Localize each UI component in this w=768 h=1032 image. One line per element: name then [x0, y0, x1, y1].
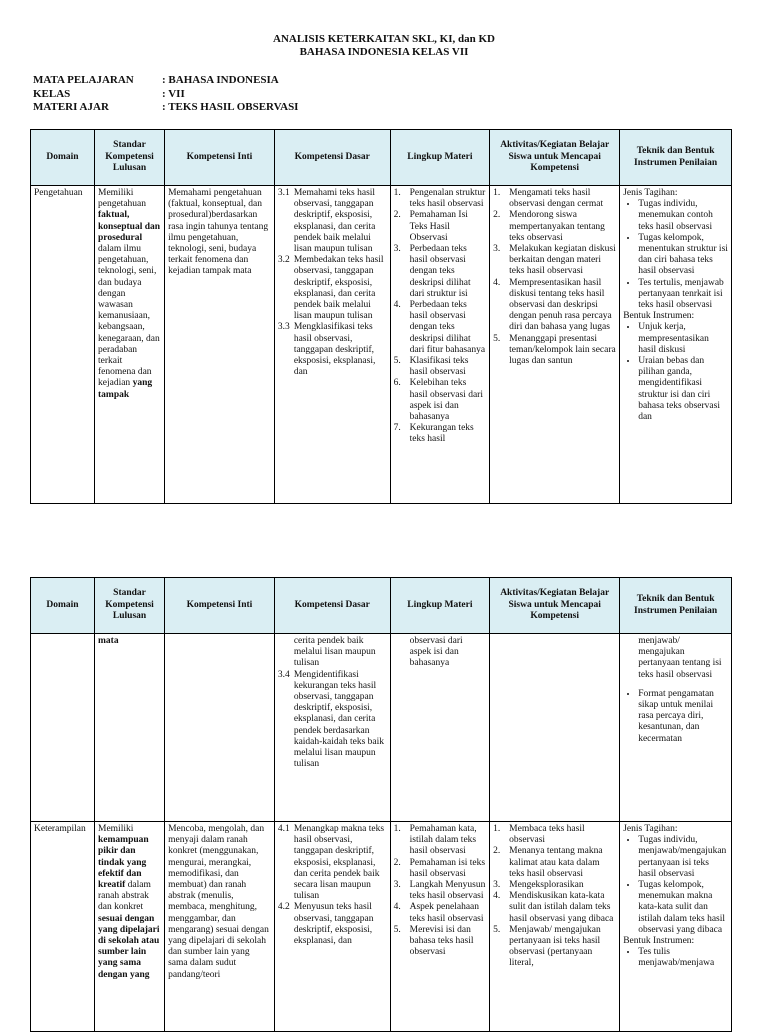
- item-number: 4.: [493, 277, 501, 288]
- analysis-table-page-2: [30, 577, 732, 1032]
- list-item: [394, 188, 487, 210]
- item-number: 3.: [493, 880, 501, 891]
- item-text: Perbedaan teks hasil observasi dengan teks deskripsi dilihat dari struktur isi: [409, 244, 471, 299]
- cell-kd: [274, 634, 390, 822]
- list-item: [278, 902, 387, 947]
- meta-value: : TEKS HASIL OBSERVASI: [162, 101, 299, 113]
- kd-continuation: cerita pendek baik melalui lisan maupun tulisan: [293, 636, 376, 669]
- col-skl: Standar Kompetensi Lulusan: [95, 130, 165, 186]
- item-number: 7.: [393, 423, 401, 434]
- cell-skl: Memiliki pengetahuan faktual, konseptual dan prosedural dalam ilmu pengetahuan, teknologi, seni, dan budaya dengan wawasan kemanusiaan, kebangsaan, kenegaraan, dan peradaban terkait fenomena dan kejadian yang tampak: [95, 186, 165, 504]
- item-number: 5.: [393, 356, 401, 367]
- bullet-item: • Tes tertulis, menjawab pertanyaan tenrkait isi teks hasil observasi: [638, 278, 728, 312]
- meta-value: : BAHASA INDONESIA: [162, 74, 279, 86]
- cell-ki: Mencoba, mengolah, dan menyaji dalam ranah konkret (menggunakan, mengurai, merangkai, memodifikasi, dan membuat) dan ranah abstrak (menulis, membaca, menghitung, menggambar, dan mengarang) sesuai dengan yang dipelajari di sekolah dan sumber lain yang sama dalam sudut pandang/teori: [165, 822, 275, 1032]
- item-text: Aspek penelahaan teks hasil observasi: [409, 902, 484, 924]
- col-lingkup: Lingkup Materi: [390, 578, 490, 634]
- item-text: Mengeksplorasikan: [509, 880, 584, 891]
- list-item: [394, 858, 487, 880]
- bullet-item: • Uraian bebas dan pilihan ganda, mengidentifikasi struktur isi dan ciri bahasa teks observasi dan: [638, 356, 728, 423]
- bullet-item: • Tes tulis menjawab/menjawa: [638, 947, 728, 969]
- item-number: 4.2: [277, 902, 290, 913]
- document-title: ANALISIS KETERKAITAN SKL, KI, dan KD: [273, 33, 495, 45]
- list-item: [278, 322, 387, 378]
- item-text: Mendiskusikan kata-kata sulit dan istilah dalam teks hasil observasi yang dibaca: [509, 891, 614, 924]
- item-number: 1.: [493, 824, 501, 834]
- item-number: 3.: [393, 244, 401, 255]
- col-lingkup: Lingkup Materi: [390, 130, 490, 186]
- cell-ki: [165, 634, 275, 822]
- item-text: Pemahaman Isi Teks Hasil Observasi: [409, 210, 468, 243]
- item-text: Menangkap makna teks hasil observasi, tanggapan deskriptif, eksposisi, eksplanasi, dan cerita pendek baik secara lisan maupun tulisan: [293, 824, 385, 902]
- item-text: Perbedaan teks hasil observasi dengan teks deskripsi dilihat dari fitur bahasanya: [409, 300, 486, 355]
- item-text: Kekurangan teks teks hasil: [409, 423, 474, 445]
- cell-domain: [31, 634, 95, 822]
- item-number: 3.: [393, 880, 401, 891]
- list-item: [394, 210, 487, 244]
- item-number: 5.: [493, 333, 501, 344]
- cell-teknik: [620, 634, 732, 822]
- cell-lingkup: [390, 634, 490, 822]
- item-text: Mempresentasikan hasil diskusi tentang teks hasil observasi dan deskripsi dengan penuh rasa percaya diri dan bahasa yang lugas: [509, 277, 612, 333]
- cell-aktivitas: [490, 822, 620, 1032]
- table-header-row: [31, 578, 732, 634]
- col-teknik: Teknik dan Bentuk Instrumen Penilaian: [620, 130, 732, 186]
- col-domain: Domain: [31, 130, 95, 186]
- jenis-tagihan-label: Jenis Tagihan:: [623, 188, 678, 198]
- item-text: Klasifikasi teks hasil observasi: [409, 356, 469, 378]
- col-aktivitas: Aktivitas/Kegiatan Belajar Siswa untuk Mencapai Kompetensi: [490, 130, 620, 186]
- bullet-item: • Unjuk kerja, mempresentasikan hasil diskusi: [638, 322, 728, 356]
- item-text: Mengklasifikasi teks hasil observasi, tanggapan deskriptif, eksposisi, eksplanasi, dan: [293, 322, 376, 378]
- list-item: [394, 925, 487, 959]
- meta-subject: [33, 74, 279, 86]
- bullet-item: • Tugas individu, menemukan contoh teks hasil observasi: [638, 199, 728, 233]
- item-text: Merevisi isi dan bahasa teks hasil observasi: [409, 924, 474, 958]
- list-item: [394, 300, 487, 356]
- list-item: [493, 334, 616, 368]
- item-number: 1.: [393, 824, 401, 834]
- item-number: 4.: [393, 902, 401, 913]
- item-number: 2.: [393, 857, 401, 868]
- cell-kd: [274, 822, 390, 1032]
- item-text: Menanya tentang makna kalimat atau kata dalam teks hasil observasi: [509, 846, 603, 879]
- item-number: 5.: [493, 924, 501, 935]
- item-text: Menyusun teks hasil observasi, tanggapan deskriptif, eksposisi, eksplanasi, dan: [293, 902, 374, 947]
- meta-label: MATA PELAJARAN: [33, 74, 134, 86]
- item-text: Membedakan teks hasil observasi, tanggapan deskriptif, eksposisi, eksplanasi, dan cerita pendek baik melalui lisan maupun tulisan: [293, 255, 384, 322]
- bullet-item: • Format pengamatan sikap untuk menilai rasa percaya diri, kesantunan, dan kecermatan: [638, 689, 728, 745]
- cell-teknik: [620, 186, 732, 504]
- item-number: 2.: [493, 846, 501, 857]
- item-number: 3.: [493, 244, 501, 255]
- list-item: [394, 244, 487, 300]
- cell-ki: Memahami pengetahuan (faktual, konseptual, dan prosedural)berdasarkan rasa ingin tahunya tentang ilmu pengetahuan, teknologi, seni, budaya terkait fenomena dan kejadian tampak mata: [165, 186, 275, 504]
- jenis-tagihan-label: Jenis Tagihan:: [623, 824, 678, 834]
- list-item: [278, 670, 387, 771]
- item-text: Kelebihan teks hasil observasi dari aspek isi dan bahasanya: [409, 378, 483, 423]
- item-text: Membaca teks hasil observasi: [509, 824, 585, 846]
- analysis-table-page-1: [30, 129, 732, 504]
- meta-material: [33, 101, 298, 113]
- list-item: [493, 880, 616, 891]
- item-text: Menjawab/ mengajukan pertanyaan isi teks hasil observasi (pertanyaan literal,: [509, 924, 601, 969]
- item-text: Memahami teks hasil observasi, tanggapan deskriptif, eksposisi, eksplanasi, dan cerita pendek baik melalui lisan maupun tulisan: [293, 188, 376, 255]
- item-text: Pemahaman kata, istilah dalam teks hasil observasi: [409, 824, 477, 857]
- bullet-item: • Tugas kelompok, menentukan struktur isi dan ciri bahasa teks hasil observasi: [638, 233, 728, 278]
- list-item: [493, 210, 616, 244]
- table-row: [31, 634, 732, 822]
- cell-lingkup: [390, 822, 490, 1032]
- list-item: [493, 846, 616, 880]
- document-subtitle: BAHASA INDONESIA KELAS VII: [299, 46, 469, 58]
- item-number: 2.: [493, 210, 501, 221]
- list-item: [493, 188, 616, 210]
- item-number: 4.: [393, 300, 401, 311]
- col-ki: Kompetensi Inti: [165, 578, 275, 634]
- list-item: [278, 188, 387, 255]
- item-text: Langkah Menyusun teks hasil observasi: [409, 880, 486, 902]
- list-item: [493, 824, 616, 846]
- item-number: 3.3: [277, 322, 290, 333]
- bentuk-instrumen-label: Bentuk Instrumen:: [623, 311, 695, 322]
- item-number: 4.: [493, 891, 501, 902]
- item-text: Pengenalan struktur teks hasil observasi: [409, 188, 486, 210]
- list-item: [493, 278, 616, 334]
- meta-class: [33, 88, 185, 100]
- cell-aktivitas: [490, 186, 620, 504]
- item-text: Mendorong siswa mempertanyakan tentang teks observasi: [509, 210, 605, 243]
- cell-skl: Memiliki kemampuan pikir dan tindak yang efektif dan kreatif dalam ranah abstrak dan konkret sesuai dengan yang dipelajari di sekolah atau sumber lain yang sama dengan yang: [95, 822, 165, 1032]
- meta-label: MATERI AJAR: [33, 101, 109, 113]
- item-number: 6.: [393, 378, 401, 389]
- list-item: [394, 356, 487, 378]
- item-number: 1.: [493, 188, 501, 198]
- item-text: Mengamati teks hasil observasi dengan cermat: [509, 188, 604, 210]
- item-text: Mengidentifikasi kekurangan teks hasil observasi, tanggapan deskriptif, eksposisi, eksplanasi, dan cerita pendek berdasarkan kaidah-kaidah teks baik melalui lisan maupun tulisan: [293, 669, 385, 770]
- item-text: Menanggapi presentasi teman/kelompok lain secara lugas dan santun: [509, 333, 616, 367]
- item-text: Melakukan kegiatan diskusi berkaitan dengan materi teks hasil observasi: [509, 244, 616, 277]
- list-item: [278, 824, 387, 902]
- list-item: [394, 902, 487, 924]
- table-row: [31, 186, 732, 504]
- item-number: 1.: [393, 188, 401, 198]
- cell-skl: mata: [95, 634, 165, 822]
- col-ki: Kompetensi Inti: [165, 130, 275, 186]
- item-number: 5.: [393, 924, 401, 935]
- item-number: 3.1: [277, 188, 290, 198]
- col-domain: Domain: [31, 578, 95, 634]
- list-item: [394, 824, 487, 858]
- meta-value: : VII: [162, 88, 185, 100]
- list-item: [493, 244, 616, 278]
- list-item: [394, 880, 487, 902]
- teknik-continuation: menjawab/ mengajukan pertanyaan tentang isi teks hasil observasi: [638, 636, 722, 680]
- table-row: [31, 822, 732, 1032]
- bullet-item: • Tugas individu, menjawab/mengajukan pertanyaan isi teks hasil observasi: [638, 835, 728, 880]
- col-teknik: Teknik dan Bentuk Instrumen Penilaian: [620, 578, 732, 634]
- list-item: [493, 925, 616, 970]
- list-item: [394, 378, 487, 423]
- cell-lingkup: [390, 186, 490, 504]
- item-number: 4.1: [277, 824, 290, 834]
- list-item: [493, 891, 616, 925]
- cell-teknik: [620, 822, 732, 1032]
- list-item: [278, 255, 387, 322]
- item-number: 3.4: [277, 669, 290, 680]
- item-number: 2.: [393, 210, 401, 221]
- cell-domain: Pengetahuan: [31, 186, 95, 504]
- col-kd: Kompetensi Dasar: [274, 130, 390, 186]
- item-number: 3.2: [277, 255, 290, 266]
- item-text: Pemahaman isi teks hasil observasi: [409, 857, 486, 879]
- table-header-row: [31, 130, 732, 186]
- bullet-item: • Tugas kelompok, menemukan makna kata-kata sulit dan istilah dalam teks hasil observasi yang dibaca: [638, 880, 728, 936]
- col-aktivitas: Aktivitas/Kegiatan Belajar Siswa untuk Mencapai Kompetensi: [490, 578, 620, 634]
- lingkup-continuation: observasi dari aspek isi dan bahasanya: [409, 636, 463, 669]
- cell-domain: Keterampilan: [31, 822, 95, 1032]
- meta-label: KELAS: [33, 88, 71, 100]
- cell-aktivitas: [490, 634, 620, 822]
- col-kd: Kompetensi Dasar: [274, 578, 390, 634]
- col-skl: Standar Kompetensi Lulusan: [95, 578, 165, 634]
- list-item: [394, 423, 487, 445]
- cell-kd: [274, 186, 390, 504]
- bentuk-instrumen-label: Bentuk Instrumen:: [623, 936, 695, 947]
